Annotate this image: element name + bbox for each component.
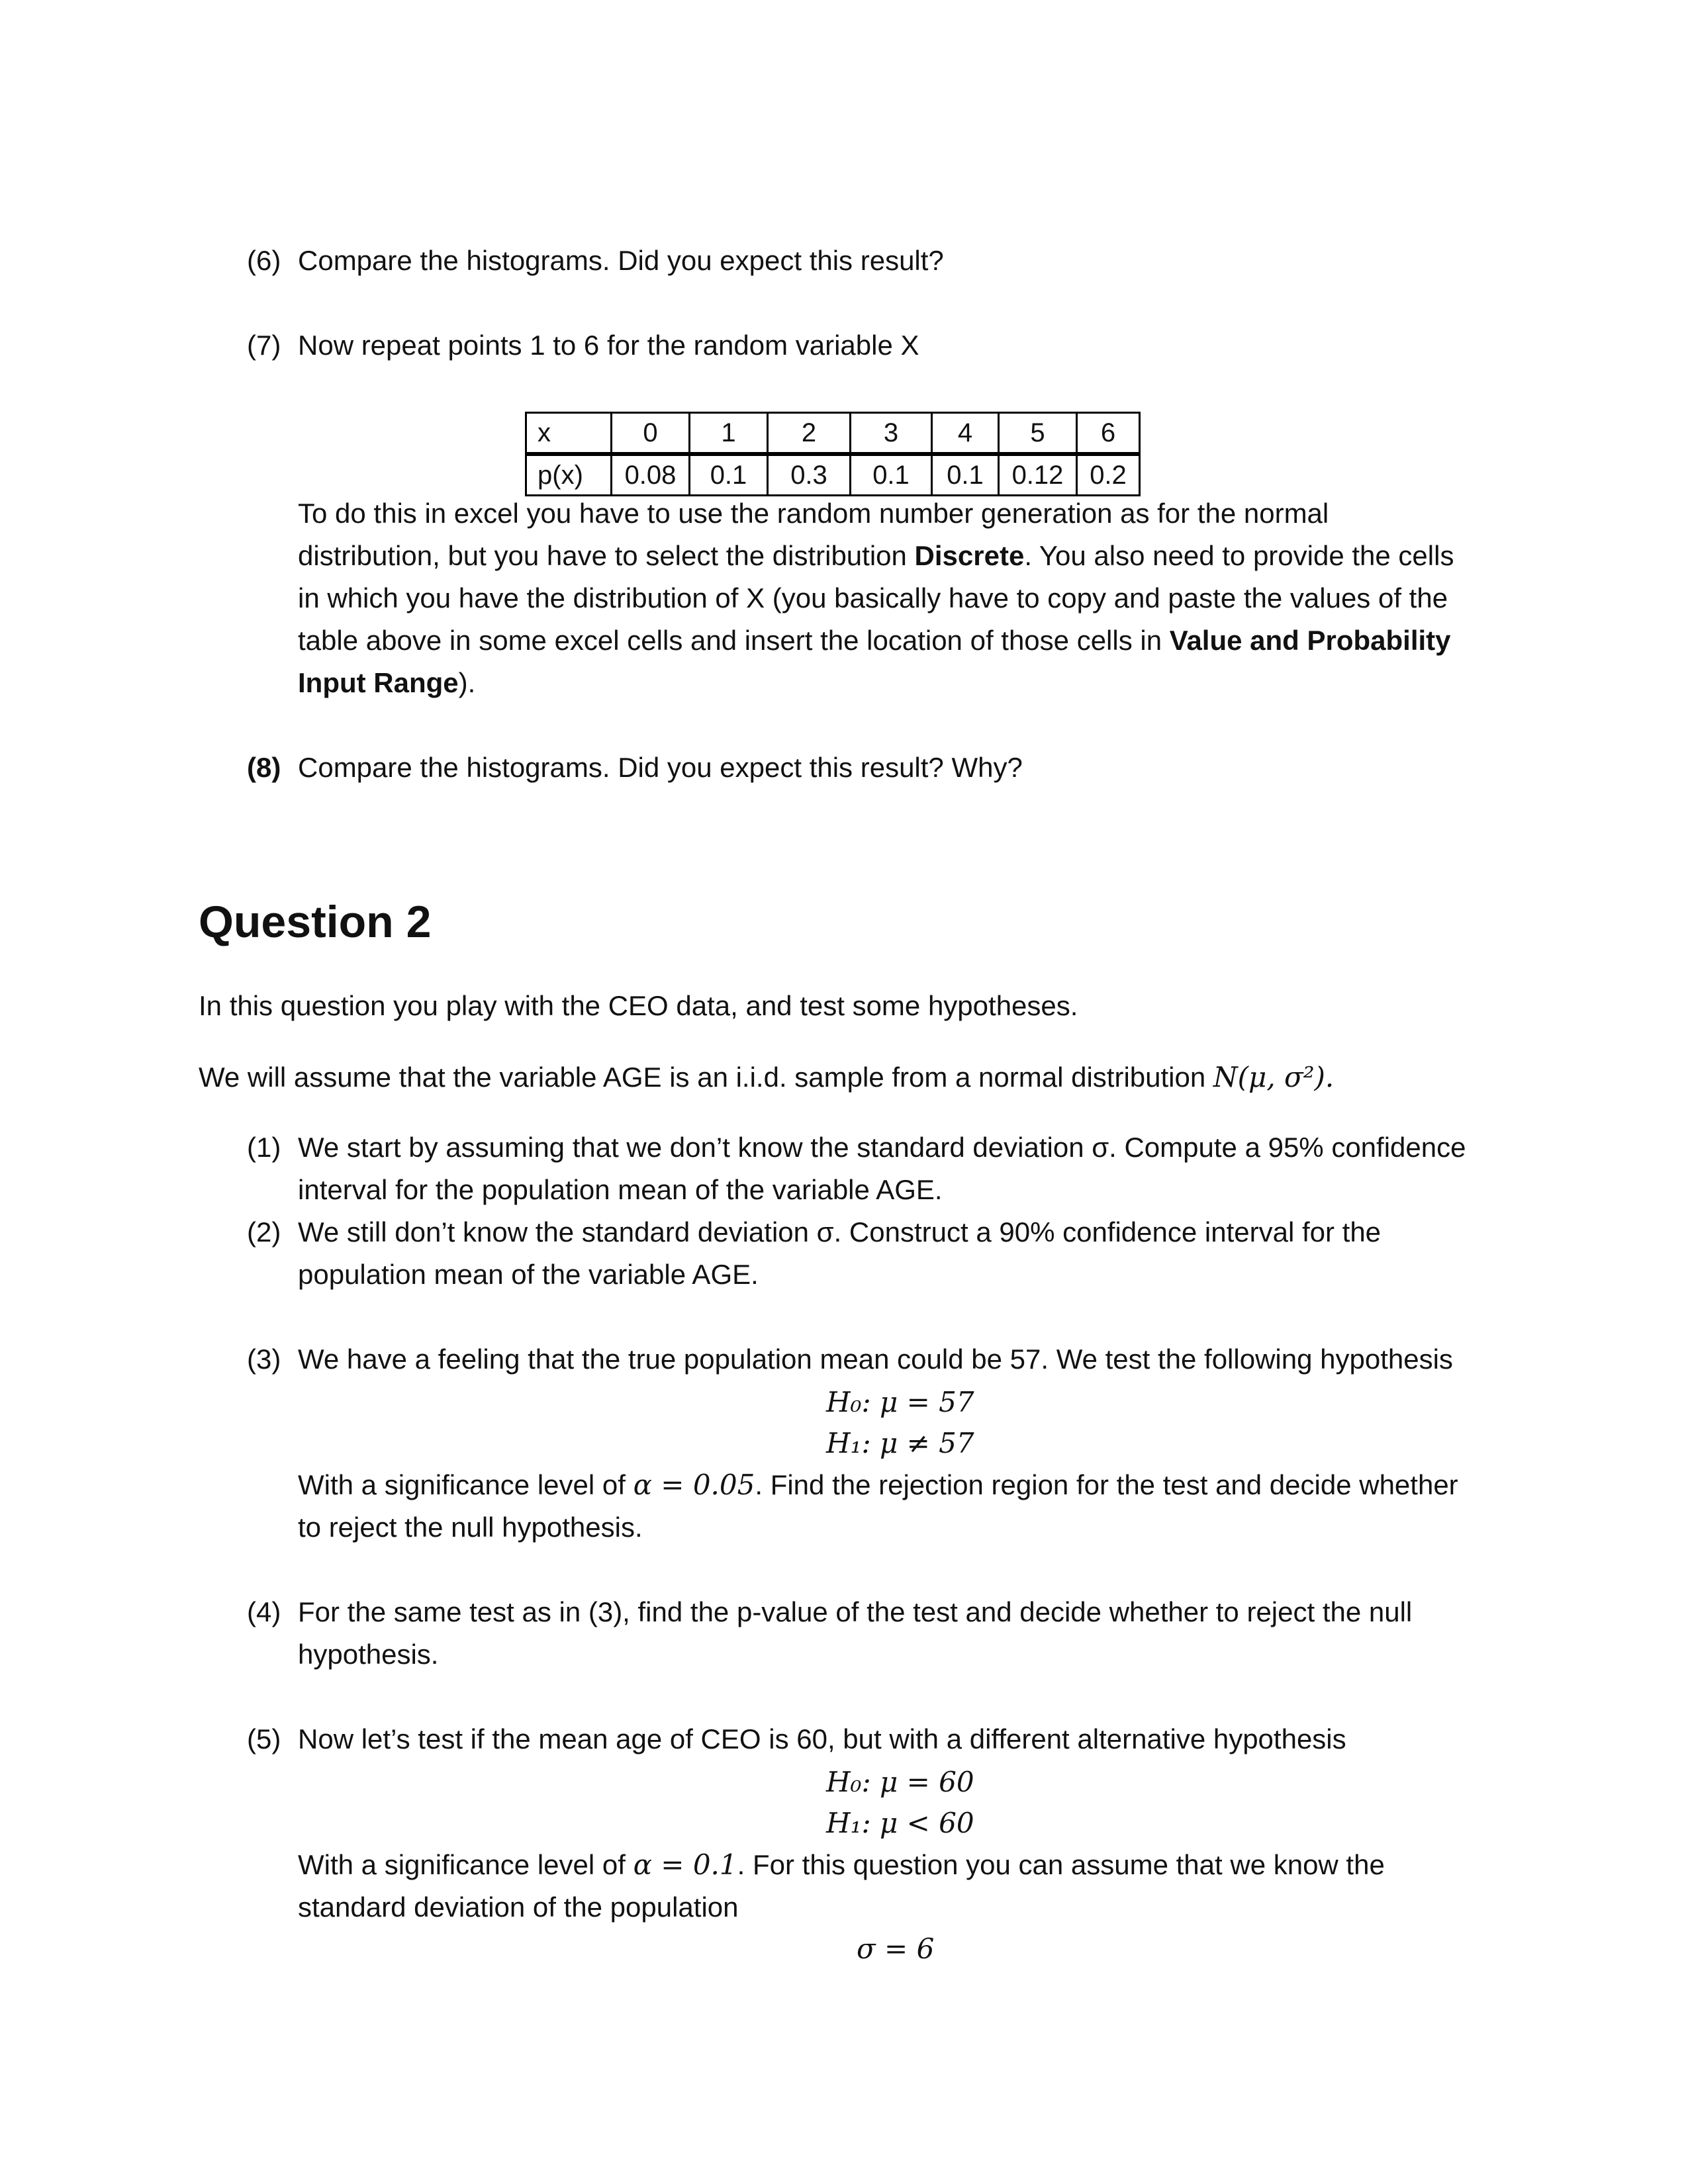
table-cell: 0.08 (612, 454, 690, 496)
paragraph-line: distribution, but you have to select the distribution Discrete. You also need to provide the cells (298, 540, 1454, 571)
table-cell: 0.3 (768, 454, 851, 496)
q2-item-5-line: Now let’s test if the mean age of CEO is 60, but with a different alternative hypothesis (298, 1723, 1346, 1754)
alpha-math: α = 0.1 (633, 1848, 737, 1881)
q2-item-1-line: We start by assuming that we don’t know the standard deviation σ. Compute a 95% confidence (298, 1132, 1466, 1163)
q2-item-2-number: (2) (247, 1216, 281, 1248)
hypothesis-h1: H₁: μ ≠ 57 (826, 1427, 974, 1459)
paragraph-line: Input Range). (298, 667, 476, 698)
table-cell-px-label: p(x) (526, 454, 612, 496)
sigma-value: σ = 6 (857, 1933, 935, 1965)
distribution-table (525, 412, 1141, 496)
item-8-number: (8) (247, 752, 281, 783)
intro-line-1: In this question you play with the CEO data, and test some hypotheses. (199, 990, 1078, 1021)
q2-item-3-number: (3) (247, 1343, 281, 1375)
table-cell: 0.2 (1077, 454, 1140, 496)
hypothesis-h0: H₀: μ = 57 (826, 1386, 974, 1418)
paragraph-line: in which you have the distribution of X (you basically have to copy and paste the values of the (298, 582, 1448, 614)
q2-item-4-number: (4) (247, 1596, 281, 1627)
bold-term-input-range: Input Range (298, 667, 459, 698)
q2-item-3-line: With a significance level of α = 0.05. Find the rejection region for the test and decide whether (298, 1469, 1458, 1501)
q2-item-2-line: population mean of the variable AGE. (298, 1259, 759, 1290)
bold-term-discrete: Discrete (914, 540, 1025, 571)
table-cell: 6 (1077, 413, 1140, 455)
q2-item-3-line: to reject the null hypothesis. (298, 1512, 643, 1543)
table-cell: 2 (768, 413, 851, 455)
alpha-math: α = 0.05 (633, 1469, 755, 1501)
table-cell: 0.12 (999, 454, 1077, 496)
q2-item-5-number: (5) (247, 1723, 281, 1754)
q2-item-1-number: (1) (247, 1132, 281, 1163)
table-cell: 3 (851, 413, 932, 455)
table-row-px (526, 454, 1140, 496)
table-cell: 1 (690, 413, 768, 455)
q2-item-1-line: interval for the population mean of the variable AGE. (298, 1174, 943, 1205)
table-cell: 0.1 (690, 454, 768, 496)
item-6-text: Compare the histograms. Did you expect this result? (298, 245, 944, 276)
question-2-heading: Question 2 (199, 897, 432, 947)
hypothesis-h0: H₀: μ = 60 (826, 1766, 974, 1798)
paragraph-line: table above in some excel cells and insert the location of those cells in Value and Probability (298, 625, 1451, 656)
hypothesis-h1: H₁: μ < 60 (826, 1807, 974, 1839)
table-row-x (526, 413, 1140, 455)
normal-distribution-math: N(μ, σ²). (1213, 1061, 1335, 1093)
q2-item-4-line: For the same test as in (3), find the p-value of the test and decide whether to reject the null (298, 1596, 1413, 1627)
item-8-text: Compare the histograms. Did you expect this result? Why? (298, 752, 1023, 783)
q2-item-2-line: We still don’t know the standard deviation σ. Construct a 90% confidence interval for the (298, 1216, 1382, 1248)
q2-item-4-line: hypothesis. (298, 1639, 439, 1670)
table-cell: 0.1 (932, 454, 999, 496)
table-cell: 0.1 (851, 454, 932, 496)
q2-item-5-line: With a significance level of α = 0.1. For this question you can assume that we know the (298, 1848, 1385, 1881)
table-cell: 0 (612, 413, 690, 455)
table-cell-x-label: x (526, 413, 612, 455)
q2-item-3-line: We have a feeling that the true population mean could be 57. We test the following hypothesis (298, 1343, 1453, 1375)
intro-line-2: We will assume that the variable AGE is an i.i.d. sample from a normal distribution N(μ, σ²). (199, 1061, 1335, 1093)
paragraph-line: To do this in excel you have to use the random number generation as for the normal (298, 498, 1329, 529)
q2-item-5-line: standard deviation of the population (298, 1891, 739, 1923)
item-7-number: (7) (247, 330, 281, 361)
table-cell: 5 (999, 413, 1077, 455)
item-6-number: (6) (247, 245, 281, 276)
item-7-text: Now repeat points 1 to 6 for the random variable X (298, 330, 919, 361)
bold-term-value-probability: Value and Probability (1169, 625, 1451, 656)
table-cell: 4 (932, 413, 999, 455)
